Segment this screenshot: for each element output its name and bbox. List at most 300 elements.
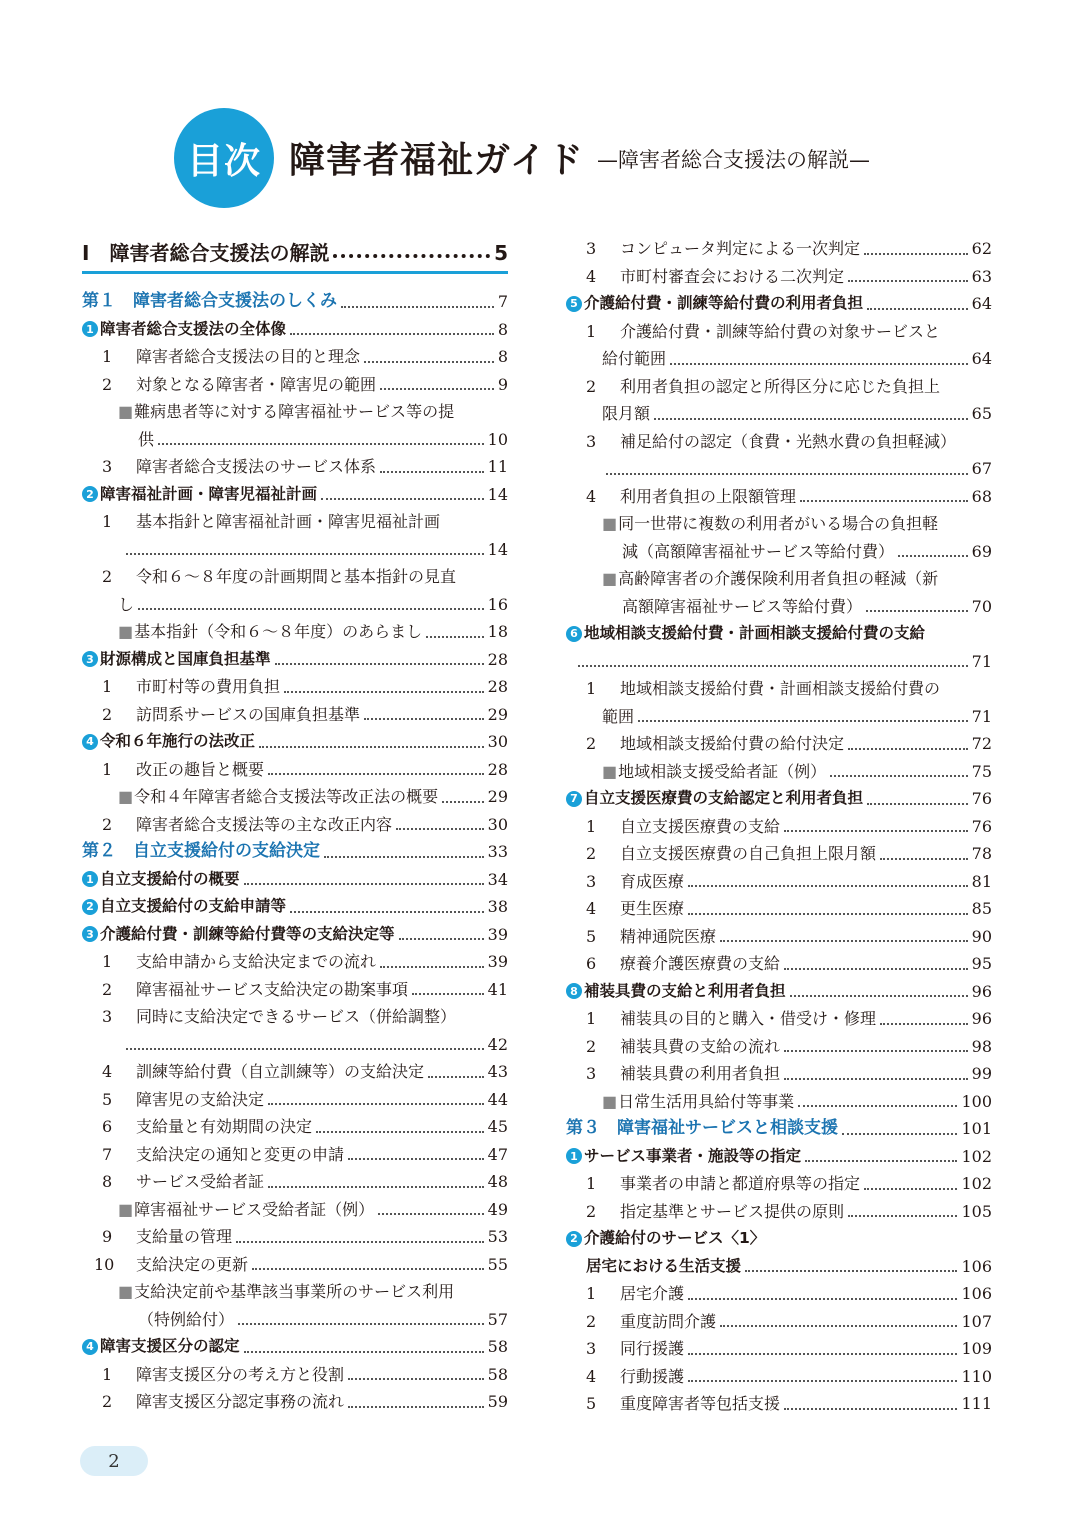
toc-item-row[interactable] <box>566 263 992 291</box>
toc-item-row[interactable] <box>566 1060 992 1088</box>
toc-cont-row[interactable] <box>566 455 992 483</box>
dot-leader <box>842 1133 957 1135</box>
toc-page-number: 11 <box>487 457 508 476</box>
toc-item-row[interactable] <box>82 1223 508 1251</box>
toc-page-number: 72 <box>971 734 992 753</box>
toc-cont-row[interactable] <box>82 1031 508 1059</box>
toc-item-row[interactable] <box>82 508 508 536</box>
dot-leader <box>784 1408 957 1410</box>
toc-item-row[interactable] <box>82 371 508 399</box>
section-number-icon: 3 <box>82 926 98 942</box>
toc-entry-label: 補装具の目的と購入・借受け・修理 <box>620 1009 877 1028</box>
dot-leader <box>378 1213 484 1215</box>
toc-entry-label: 障害者総合支援法等の主な改正内容 <box>136 814 393 834</box>
toc-page-number: 68 <box>971 486 992 506</box>
item-number: 9 <box>102 1227 113 1246</box>
toc-entry-label: 訪問系サービスの国庫負担基準 <box>136 704 361 724</box>
dot-leader <box>880 858 968 860</box>
toc-entry-label: 精神通院医療 <box>620 926 717 946</box>
dot-leader <box>864 1188 957 1190</box>
page-number: 2 <box>80 1446 148 1476</box>
toc-entry-label: 療養介護医療費の支給 <box>620 954 781 973</box>
toc-subhead-row[interactable] <box>566 1253 992 1281</box>
square-bullet-icon: ■ <box>602 761 618 781</box>
toc-item-row[interactable] <box>82 1003 508 1031</box>
toc-item-row[interactable] <box>82 811 508 839</box>
toc-entry-label: 日常生活用具給付等事業 <box>618 1091 795 1111</box>
toc-page-number: 45 <box>487 1117 508 1136</box>
item-number: 3 <box>102 457 113 476</box>
item-number: 1 <box>586 1284 597 1303</box>
toc-page-number: 28 <box>487 677 508 696</box>
toc-section-row[interactable] <box>82 728 508 756</box>
toc-entry-label: 支給量と有効期間の決定 <box>136 1117 313 1136</box>
toc-page-number: 101 <box>961 1119 992 1138</box>
toc-item-row[interactable] <box>82 343 508 371</box>
item-number: 2 <box>586 1036 597 1056</box>
item-number: 2 <box>102 814 113 834</box>
toc-section-row[interactable] <box>82 481 508 509</box>
toc-item-row[interactable] <box>566 235 992 263</box>
toc-entry-label: 支給量の管理 <box>136 1227 233 1246</box>
square-bullet-icon: ■ <box>118 402 134 421</box>
toc-page-number: 70 <box>971 596 992 616</box>
toc-entry-label: （特例給付） <box>138 1309 235 1329</box>
toc-page-number: 8 <box>497 319 508 339</box>
toc-page-number: 64 <box>971 349 992 368</box>
toc-item-row[interactable] <box>82 1113 508 1141</box>
toc-sub-row[interactable] <box>566 565 992 593</box>
toc-item-row[interactable] <box>566 895 992 923</box>
toc-page-number: 14 <box>487 539 508 559</box>
dot-leader <box>867 308 968 310</box>
toc-entry-label: 地域相談支援給付費・計画相談支援給付費の支給 <box>584 624 926 642</box>
square-bullet-icon: ■ <box>602 514 618 533</box>
dot-leader <box>745 1270 957 1272</box>
dot-leader <box>364 718 484 720</box>
toc-page-number: 65 <box>971 404 992 423</box>
item-number: 2 <box>102 979 113 999</box>
toc-page-number: 30 <box>487 814 508 834</box>
toc-entry-label: 障害者総合支援法の全体像 <box>100 319 287 338</box>
toc-sub-row[interactable] <box>566 510 992 538</box>
page-title: 障害者福祉ガイド <box>289 140 584 181</box>
toc-page-number: 39 <box>487 924 508 944</box>
toc-entry-label: 令和６～８年度の計画期間と基本指針の見直 <box>136 567 457 586</box>
toc-entry-label: 介護給付費・訓練等給付費等の支給決定等 <box>100 924 395 943</box>
dot-leader <box>898 555 968 557</box>
page-subtitle: —障害者総合支援法の解説— <box>597 148 870 172</box>
dot-leader <box>784 968 968 970</box>
item-number: 5 <box>586 926 597 946</box>
item-number: 3 <box>586 431 597 451</box>
toc-entry-label: 補装具費の支給の流れ <box>620 1036 781 1056</box>
toc-section-row[interactable] <box>566 290 992 318</box>
item-number: 3 <box>586 1064 597 1083</box>
dot-leader <box>880 1023 968 1025</box>
dot-leader <box>244 1351 484 1353</box>
toc-entry-label: 難病患者等に対する障害福祉サービス等の提 <box>134 402 455 421</box>
toc-entry-label: 障害福祉サービス受給者証（例） <box>134 1199 375 1219</box>
item-number: 1 <box>102 512 113 531</box>
toc-entry-label: 支給決定の更新 <box>136 1254 249 1274</box>
toc-section-row[interactable] <box>566 1225 992 1253</box>
item-number: 7 <box>102 1144 113 1164</box>
toc-entry-label: 更生医療 <box>620 899 685 918</box>
item-number: 2 <box>586 844 597 863</box>
toc-cont-row[interactable] <box>566 345 992 373</box>
toc-entry-label: 財源構成と国庫負担基準 <box>100 649 271 668</box>
toc-item-row[interactable] <box>566 318 992 346</box>
toc-sub-row[interactable] <box>82 398 508 426</box>
toc-page-number: 14 <box>487 484 508 504</box>
toc-item-row[interactable] <box>566 1198 992 1226</box>
toc-entry-label: 障害支援区分の認定 <box>100 1337 240 1355</box>
section-number-icon: 8 <box>566 983 582 999</box>
toc-sub-row[interactable] <box>82 618 508 646</box>
toc-sub-row[interactable] <box>82 1196 508 1224</box>
toc-entry-label: 介護給付のサービス〈1〉 <box>584 1229 766 1247</box>
section-number-icon: 1 <box>82 321 98 337</box>
toc-page-number: 102 <box>961 1146 992 1166</box>
toc-page-number: 106 <box>961 1256 992 1276</box>
toc-entry-label: 障害支援区分認定事務の流れ <box>136 1392 345 1411</box>
toc-item-row[interactable] <box>566 868 992 896</box>
toc-entry-label: 市町村等の費用負担 <box>136 677 281 696</box>
toc-item-row[interactable] <box>82 976 508 1004</box>
toc-page-number: 34 <box>487 869 508 889</box>
dot-leader <box>348 1158 484 1160</box>
dot-leader <box>290 911 484 913</box>
toc-section-row[interactable] <box>82 316 508 344</box>
toc-entry-label: 限月額 <box>602 404 651 423</box>
toc-entry-label: 支給決定前や基準該当事業所のサービス利用 <box>134 1282 455 1301</box>
toc-entry-label: 障害者総合支援法のサービス体系 <box>136 457 377 476</box>
toc-section-row[interactable] <box>82 646 508 674</box>
dot-leader <box>252 1268 484 1270</box>
toc-page-number: 57 <box>487 1309 508 1329</box>
toc-chapter-row[interactable] <box>82 838 508 866</box>
toc-entry-label: 重度障害者等包括支援 <box>620 1394 781 1413</box>
toc-entry-label: 行動援護 <box>620 1366 685 1386</box>
toc-entry-label: 令和６年施行の法改正 <box>100 732 256 750</box>
toc-entry-label: Ⅰ 障害者総合支援法の解説 <box>82 241 330 265</box>
toc-sub-row[interactable] <box>82 783 508 811</box>
toc-page-number: 10 <box>487 429 508 449</box>
toc-entry-label: 同一世帯に複数の利用者がいる場合の負担軽 <box>618 514 939 533</box>
toc-page-number: 95 <box>971 954 992 973</box>
dot-leader <box>158 443 484 445</box>
toc-item-row[interactable] <box>82 1168 508 1196</box>
dot-leader <box>380 966 484 968</box>
section-number-icon: 2 <box>82 899 98 915</box>
toc-item-row[interactable] <box>82 1086 508 1114</box>
toc-entry-label: 介護給付費・訓練等給付費の利用者負担 <box>584 294 864 312</box>
toc-entry-label: 地域相談支援受給者証（例） <box>618 761 827 781</box>
toc-item-row[interactable] <box>82 563 508 591</box>
dot-leader <box>830 775 968 777</box>
dot-leader <box>290 333 494 335</box>
toc-chapter-row[interactable] <box>566 1115 992 1143</box>
toc-entry-label: 自立支援給付の支給申請等 <box>100 897 287 915</box>
toc-item-row[interactable] <box>566 950 992 978</box>
toc-item-row[interactable] <box>82 1141 508 1169</box>
toc-entry-label: 補装具費の利用者負担 <box>620 1064 781 1083</box>
dot-leader <box>688 885 968 887</box>
toc-section-row[interactable] <box>566 978 992 1006</box>
toc-page-number: 9 <box>497 374 508 394</box>
dot-leader <box>324 856 484 858</box>
toc-entry-label: し <box>118 594 135 614</box>
toc-page-number: 53 <box>487 1227 508 1246</box>
toc-cont-row[interactable] <box>566 400 992 428</box>
toc-entry-label: 第３ 障害福祉サービスと相談支援 <box>566 1118 838 1138</box>
toc-item-row[interactable] <box>566 923 992 951</box>
toc-item-row[interactable] <box>566 1335 992 1363</box>
dot-leader <box>126 553 484 555</box>
toc-item-row[interactable] <box>82 1361 508 1389</box>
toc-sub-row[interactable] <box>82 1278 508 1306</box>
item-number: 4 <box>586 1366 597 1386</box>
toc-entry-label: 基本指針と障害福祉計画・障害児福祉計画 <box>136 512 441 531</box>
toc-cont-row[interactable] <box>566 593 992 621</box>
toc-entry-label: 利用者負担の上限額管理 <box>620 486 797 506</box>
item-number: 2 <box>586 734 597 753</box>
item-number: 5 <box>102 1089 113 1109</box>
toc-entry-label: 重度訪問介護 <box>620 1311 717 1331</box>
item-number: 4 <box>102 1062 113 1081</box>
toc-page-number: 96 <box>971 981 992 1001</box>
toc-item-row[interactable] <box>82 673 508 701</box>
section-number-icon: 6 <box>566 626 582 642</box>
dot-leader <box>236 1241 484 1243</box>
item-number: 2 <box>102 1392 113 1411</box>
toc-item-row[interactable] <box>566 1390 992 1418</box>
dot-leader <box>426 636 484 638</box>
toc-entry-label: 自立支援医療費の支給認定と利用者負担 <box>584 789 864 807</box>
toc-entry-label: 居宅介護 <box>620 1284 685 1303</box>
toc-left-column <box>82 235 508 1416</box>
dot-leader <box>364 361 494 363</box>
toc-page-number: 63 <box>971 266 992 286</box>
toc-entry-label: 対象となる障害者・障害児の範囲 <box>136 374 377 394</box>
toc-sub-row[interactable] <box>566 758 992 786</box>
dot-leader <box>848 280 968 282</box>
toc-page-number: 7 <box>497 292 508 311</box>
toc-item-row[interactable] <box>566 675 992 703</box>
toc-page-number: 105 <box>961 1201 992 1221</box>
toc-page-number: 85 <box>971 899 992 918</box>
toc-page-number: 29 <box>487 704 508 724</box>
dot-leader <box>259 746 484 748</box>
toc-entry-label: 減（高額障害福祉サービス等給付費） <box>622 541 895 561</box>
dot-leader <box>348 1406 484 1408</box>
dot-leader <box>864 253 968 255</box>
toc-item-row[interactable] <box>82 1251 508 1279</box>
dot-leader <box>848 1215 957 1217</box>
dot-leader <box>606 473 968 475</box>
toc-cont-row[interactable] <box>566 703 992 731</box>
toc-page-number: 64 <box>971 294 992 313</box>
toc-page-number: 42 <box>487 1034 508 1054</box>
toc-entry-label: コンピュータ判定による一次判定 <box>620 239 861 258</box>
dot-leader <box>790 995 968 997</box>
toc-entry-label: 同行援護 <box>620 1339 685 1358</box>
dot-leader <box>638 720 968 722</box>
dot-leader <box>126 1048 484 1050</box>
item-number: 2 <box>102 704 113 724</box>
toc-section-row[interactable] <box>82 893 508 921</box>
toc-page-number: 28 <box>487 759 508 779</box>
toc-item-row[interactable] <box>566 730 992 758</box>
section-number-icon: 4 <box>82 1339 98 1355</box>
toc-item-row[interactable] <box>82 1388 508 1416</box>
section-number-icon: 2 <box>82 486 98 502</box>
toc-section-row[interactable] <box>82 866 508 894</box>
item-number: 1 <box>102 1364 113 1384</box>
toc-item-row[interactable] <box>566 1033 992 1061</box>
toc-page-number: 5 <box>494 241 508 265</box>
toc-page-number: 18 <box>487 622 508 641</box>
toc-cont-row[interactable] <box>82 536 508 564</box>
toc-page-number: 55 <box>487 1254 508 1274</box>
toc-entry-label: 地域相談支援給付費の給付決定 <box>620 734 845 753</box>
section-number-icon: 5 <box>566 296 582 312</box>
toc-cont-row[interactable] <box>82 426 508 454</box>
dot-leader <box>805 1160 957 1162</box>
item-number: 5 <box>586 1394 597 1413</box>
toc-item-row[interactable] <box>566 1363 992 1391</box>
item-number: 2 <box>102 567 113 586</box>
toc-entry-label: サービス事業者・施設等の指定 <box>584 1146 802 1165</box>
toc-entry-label: 障害福祉サービス支給決定の勘案事項 <box>136 979 409 999</box>
dot-leader <box>800 500 968 502</box>
toc-entry-label: 居宅における生活支援 <box>586 1256 742 1275</box>
toc-item-row[interactable] <box>566 1005 992 1033</box>
toc-page-number: 81 <box>971 871 992 891</box>
toc-section-row[interactable] <box>82 921 508 949</box>
toc-entry-label: 基本指針（令和６～８年度）のあらまし <box>134 622 423 641</box>
item-number: 2 <box>102 374 113 394</box>
toc-page-number: 109 <box>961 1339 992 1358</box>
dot-leader <box>670 363 968 365</box>
toc-item-row[interactable] <box>82 453 508 481</box>
item-number: 1 <box>586 1174 597 1193</box>
section-number-icon: 3 <box>82 651 98 667</box>
toc-page-number: 75 <box>971 761 992 781</box>
toc-item-row[interactable] <box>566 1308 992 1336</box>
dot-leader <box>396 828 484 830</box>
toc-item-row[interactable] <box>566 1280 992 1308</box>
dot-leader <box>688 913 968 915</box>
dot-leader <box>720 1325 957 1327</box>
dot-leader <box>380 471 484 473</box>
toc-page-number: 71 <box>971 706 992 726</box>
toc-page-number: 30 <box>487 732 508 751</box>
toc-entry-label: サービス受給者証 <box>136 1172 265 1191</box>
toc-page-number: 62 <box>971 239 992 258</box>
toc-item-row[interactable] <box>566 813 992 841</box>
toc-entry-label: 自立支援給付の概要 <box>100 869 240 888</box>
dot-leader <box>688 1298 957 1300</box>
toc-page-number: 28 <box>487 649 508 669</box>
item-number: 8 <box>102 1172 113 1191</box>
toc-chapter-row[interactable] <box>82 288 508 316</box>
dot-leader <box>275 663 484 665</box>
dot-leader <box>442 801 484 803</box>
toc-page-number: 78 <box>971 844 992 863</box>
item-number: 4 <box>586 266 597 286</box>
toc-entry-label: 事業者の申請と都道府県等の指定 <box>620 1174 861 1193</box>
dot-leader <box>428 1076 484 1078</box>
toc-entry-label: 高額障害福祉サービス等給付費） <box>622 596 863 616</box>
toc-sub-row[interactable] <box>566 1088 992 1116</box>
toc-item-row[interactable] <box>566 1170 992 1198</box>
toc-cont-row[interactable] <box>82 591 508 619</box>
item-number: 1 <box>586 1009 597 1028</box>
dot-leader <box>720 940 968 942</box>
toc-badge: 目次 <box>174 108 274 208</box>
dot-leader <box>688 1353 957 1355</box>
toc-entry-label: 障害児の支給決定 <box>136 1089 265 1109</box>
toc-page-number: 106 <box>961 1284 992 1303</box>
toc-page-number: 41 <box>487 979 508 999</box>
toc-page-number: 16 <box>487 594 508 614</box>
toc-item-row[interactable] <box>566 840 992 868</box>
toc-item-row[interactable] <box>82 1058 508 1086</box>
item-number: 3 <box>586 871 597 891</box>
toc-cont-row[interactable] <box>566 648 992 676</box>
toc-page-number: 44 <box>487 1089 508 1109</box>
toc-entry-label: 改正の趣旨と概要 <box>136 759 265 779</box>
toc-entry-label: 補足給付の認定（食費・光熱水費の負担軽減） <box>620 431 957 451</box>
toc-part-row[interactable] <box>82 235 508 274</box>
toc-page-number: 76 <box>971 789 992 808</box>
toc-item-row[interactable] <box>566 373 992 401</box>
toc-page-number: 99 <box>971 1064 992 1083</box>
toc-page-number: 33 <box>487 842 508 861</box>
item-number: 4 <box>586 899 597 918</box>
toc-section-row[interactable] <box>82 1333 508 1361</box>
toc-page-number: 58 <box>487 1337 508 1356</box>
toc-section-row[interactable] <box>566 785 992 813</box>
toc-item-row[interactable] <box>566 428 992 456</box>
item-number: 2 <box>586 1201 597 1221</box>
dot-leader <box>578 665 968 667</box>
section-number-icon: 1 <box>82 871 98 887</box>
toc-item-row[interactable] <box>82 948 508 976</box>
item-number: 1 <box>586 321 597 341</box>
square-bullet-icon: ■ <box>118 622 134 641</box>
toc-page-number: 43 <box>487 1062 508 1081</box>
toc-entry-label: 支給申請から支給決定までの流れ <box>136 952 377 971</box>
dot-leader <box>380 388 494 390</box>
toc-cont-row[interactable] <box>566 538 992 566</box>
dot-leader <box>341 306 494 308</box>
item-number: 10 <box>94 1254 115 1274</box>
dot-leader <box>399 938 484 940</box>
toc-cont-row[interactable] <box>82 1306 508 1334</box>
toc-section-row[interactable] <box>566 620 992 648</box>
toc-entry-label: 育成医療 <box>620 871 685 891</box>
toc-entry-label: 第２ 自立支援給付の支給決定 <box>82 841 320 861</box>
toc-item-row[interactable] <box>82 701 508 729</box>
item-number: 6 <box>586 954 597 973</box>
toc-section-row[interactable] <box>566 1143 992 1171</box>
toc-item-row[interactable] <box>82 756 508 784</box>
dot-leader <box>268 1103 484 1105</box>
toc-item-row[interactable] <box>566 483 992 511</box>
